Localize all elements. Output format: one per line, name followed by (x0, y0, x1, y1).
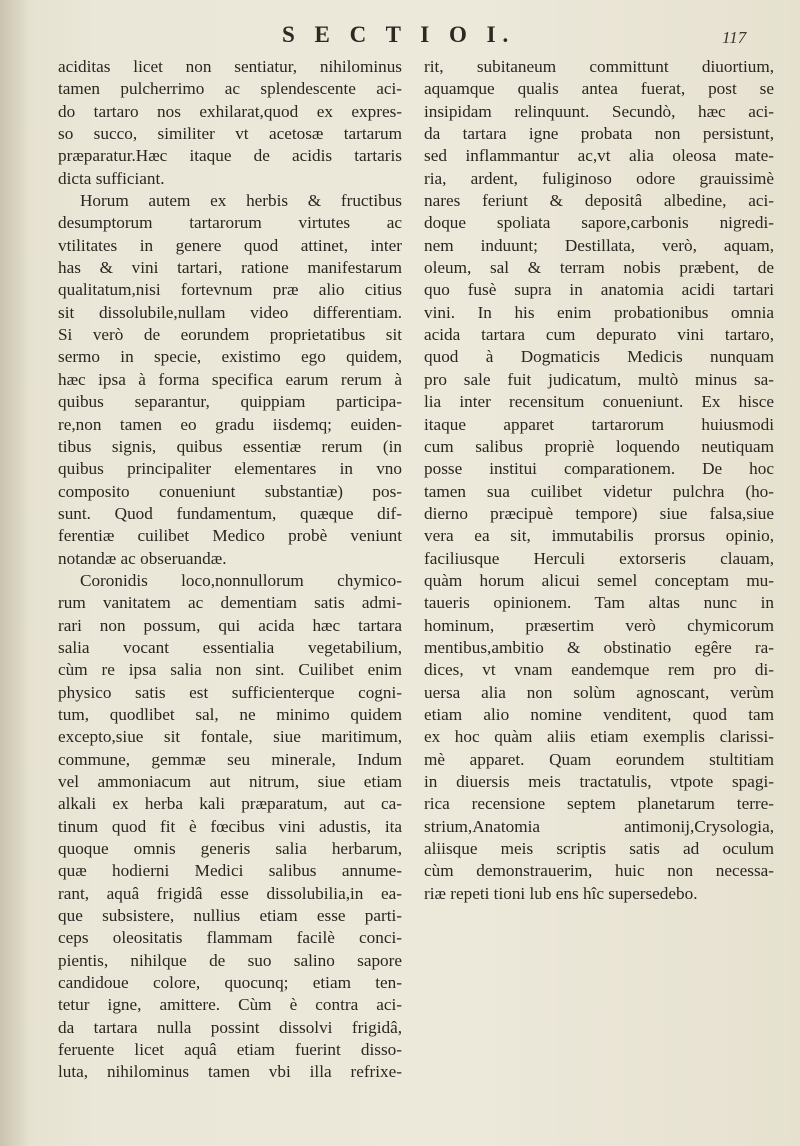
text-line: luta, nihilominus tamen vbi illa refrixe- (58, 1062, 402, 1082)
text-line: candidoue colore, quocunq; etiam ten- (58, 973, 402, 993)
text-line: vera ea sit, immutabilis prorsus opinio, (424, 526, 774, 546)
text-line: rica recensione septem planetarum terre- (424, 794, 774, 814)
text-line: quibus principaliter elementares in vno (58, 459, 402, 479)
text-line: taueris opinionem. Tam altas nunc in (424, 593, 774, 613)
text-line: alkali ex herba kali præparatum, aut ca- (58, 794, 402, 814)
text-line: tum, quodlibet sal, ne minimo quidem (58, 704, 402, 724)
text-line: sermo in specie, existimo ego quidem, (58, 347, 402, 367)
text-line: Si verò de eorundem proprietatibus sit (58, 325, 402, 345)
text-line: physico satis est sufficienterque cogni- (58, 682, 402, 702)
text-line: da tartara nulla possint dissolvi frigidâ, (58, 1017, 402, 1037)
text-line: tamen pulcherrimo ac splendescente aci- (58, 79, 402, 99)
text-line: insipidam relinquunt. Secundò, hæc aci- (424, 101, 774, 121)
text-line: ria, ardent, fuliginoso odore grauissimè (424, 168, 774, 188)
text-line: rari non possum, qui acida hæc tartara (58, 615, 402, 635)
text-line: tamen sua cuilibet videtur pulchra (ho- (424, 481, 774, 501)
text-line: tetur igne, amittere. Cùm è contra aci- (58, 995, 402, 1015)
text-line: strium,Anatomia antimonij,Crysologia, (424, 816, 774, 836)
text-line: notandæ ac obseruandæ. (58, 548, 227, 568)
text-line: sunt. Quod fundamentum, quæque dif- (58, 503, 402, 523)
text-line: composito conueniunt substantiæ) pos- (58, 481, 402, 501)
text-line: dices, vt vnam eandemque rem pro di- (424, 660, 774, 680)
text-line: re,non tamen eo gradu iisdemq; euiden- (58, 414, 402, 434)
text-line: salia vocant essentialia vegetabilium, (58, 637, 402, 657)
text-line: has & vini tartari, ratione manifestarum (58, 258, 402, 278)
text-line: doque spoliata sapore,carbonis nigredi- (424, 213, 774, 233)
text-line: pro sale fuit judicatum, multò minus sa- (424, 369, 774, 389)
text-line: dierno præcipuè tempore) siue falsa,siue (424, 503, 774, 523)
text-line: vel ammoniacum aut nitrum, siue etiam (58, 772, 402, 791)
text-line: quo fusè supra in anatomia acidi tartari (424, 280, 774, 300)
text-line: rit, subitaneum committunt diuortium, (424, 57, 774, 76)
text-line: quibus separantur, quippiam participa- (58, 392, 402, 412)
text-line: aquamque qualis antea fuerat, post se (424, 79, 774, 99)
text-line: aliisque meis scriptis satis ad oculum (424, 839, 774, 859)
text-line: ceps oleositatis flammam facilè conci- (58, 928, 402, 948)
text-line: qualitatum,nisi fortevnum præ alio citius (58, 280, 402, 300)
text-line: mè apparet. Quam eorundem stultitiam (424, 749, 774, 769)
text-line: faciliusque Herculi extorseris clauam, (424, 548, 774, 568)
text-line: quoque omnis generis salia herbarum, (58, 839, 402, 859)
text-line: quod à Dogmaticis Medicis nunquam (424, 347, 774, 367)
text-line: sit dissolubile,nullam video differentiam. (58, 302, 402, 322)
text-line: in diuersis meis tractatulis, vtpote spagi- (424, 772, 774, 791)
text-line: cùm demonstrauerim, huic non necessa- (424, 861, 774, 881)
text-line: mentibus,ambitio & obstinatio egêre ra- (424, 637, 774, 657)
text-line: acida tartara cum depurato vini tartaro, (424, 325, 774, 345)
text-line: Horum autem ex herbis & fructibus (80, 191, 402, 211)
running-head: S E C T I O I. (282, 22, 516, 47)
text-line: vtilitates in genere quod attinet, inter (58, 235, 402, 255)
text-line: hæc ipsa à forma specifica earum rerum à (58, 369, 402, 389)
page-number: 117 (722, 28, 747, 47)
text-line: que subsistere, nullius etiam esse parti- (58, 906, 402, 926)
text-line: quæ hodierni Medici salibus annume- (58, 861, 402, 881)
text-line: ferentiæ cuilibet Medico probè veniunt (58, 526, 402, 546)
left-text-column (58, 56, 402, 1084)
text-line: itaque apparet tartarorum huiusmodi (424, 414, 774, 434)
text-line: commune, gemmæ seu minerale, Indum (58, 749, 402, 769)
text-line: rant, aquâ frigidâ esse dissolubilia,in ea- (58, 883, 402, 903)
text-line: uersa alia non solùm agnoscant, verùm (424, 682, 774, 702)
text-line: nares feriunt & depositâ albedine, aci- (424, 191, 774, 211)
text-line: Coronidis loco,nonnullorum chymico- (80, 570, 402, 590)
text-line: sed inflammantur ac,vt alia oleosa mate- (424, 146, 774, 166)
text-line: riæ repeti tioni lub ens hîc supersedebo. (424, 883, 698, 903)
text-line: etiam alio nomine venditent, quod tam (424, 704, 774, 724)
text-line: desumptorum tartarorum virtutes ac (58, 213, 402, 233)
text-line: præparatur.Hæc itaque de acidis tartaris (58, 146, 402, 166)
text-line: da tartara igne probata non persistunt, (424, 124, 774, 144)
right-text-column (424, 56, 774, 905)
text-line: vini. In his enim probationibus omnia (424, 302, 774, 322)
text-line: oleum, sal & terram nobis præbent, de (424, 258, 774, 278)
text-line: lia inter recensitum conueniunt. Ex hisce (424, 392, 774, 412)
text-line: excepto,siue sit fontale, siue maritimum, (58, 727, 402, 747)
text-line: feruente licet aquâ etiam fuerint disso- (58, 1040, 402, 1060)
text-line: nem induunt; Destillata, verò, aquam, (424, 235, 774, 255)
page-gutter-shadow (0, 0, 30, 1146)
text-line: dicta sufficiant. (58, 168, 165, 188)
text-line: posse institui comparationem. De hoc (424, 459, 774, 479)
text-line: hominum, præsertim verò chymicorum (424, 615, 774, 635)
text-line: tinum quod fit è fœcibus vini adustis, ita (58, 816, 402, 836)
text-line: aciditas licet non sentiatur, nihilominus (58, 57, 402, 76)
text-line: rum vanitatem ac dementiam satis admi- (58, 593, 402, 613)
text-line: cùm re ipsa salia non sint. Cuilibet enim (58, 660, 402, 680)
text-line: pientis, nihilque de suo salino sapore (58, 950, 402, 970)
text-line: tibus signis, quibus essentiæ rerum (in (58, 436, 402, 456)
text-line: cum salibus propriè loquendo neutiquam (424, 436, 774, 456)
text-line: do tartaro nos exhilarat,quod ex expres- (58, 101, 402, 121)
text-line: so succo, similiter vt acetosæ tartarum (58, 124, 402, 144)
text-line: quàm horum alicui semel conceptam mu- (424, 570, 774, 590)
text-line: ex hoc quàm aliis etiam exemplis clarissi- (424, 727, 774, 747)
